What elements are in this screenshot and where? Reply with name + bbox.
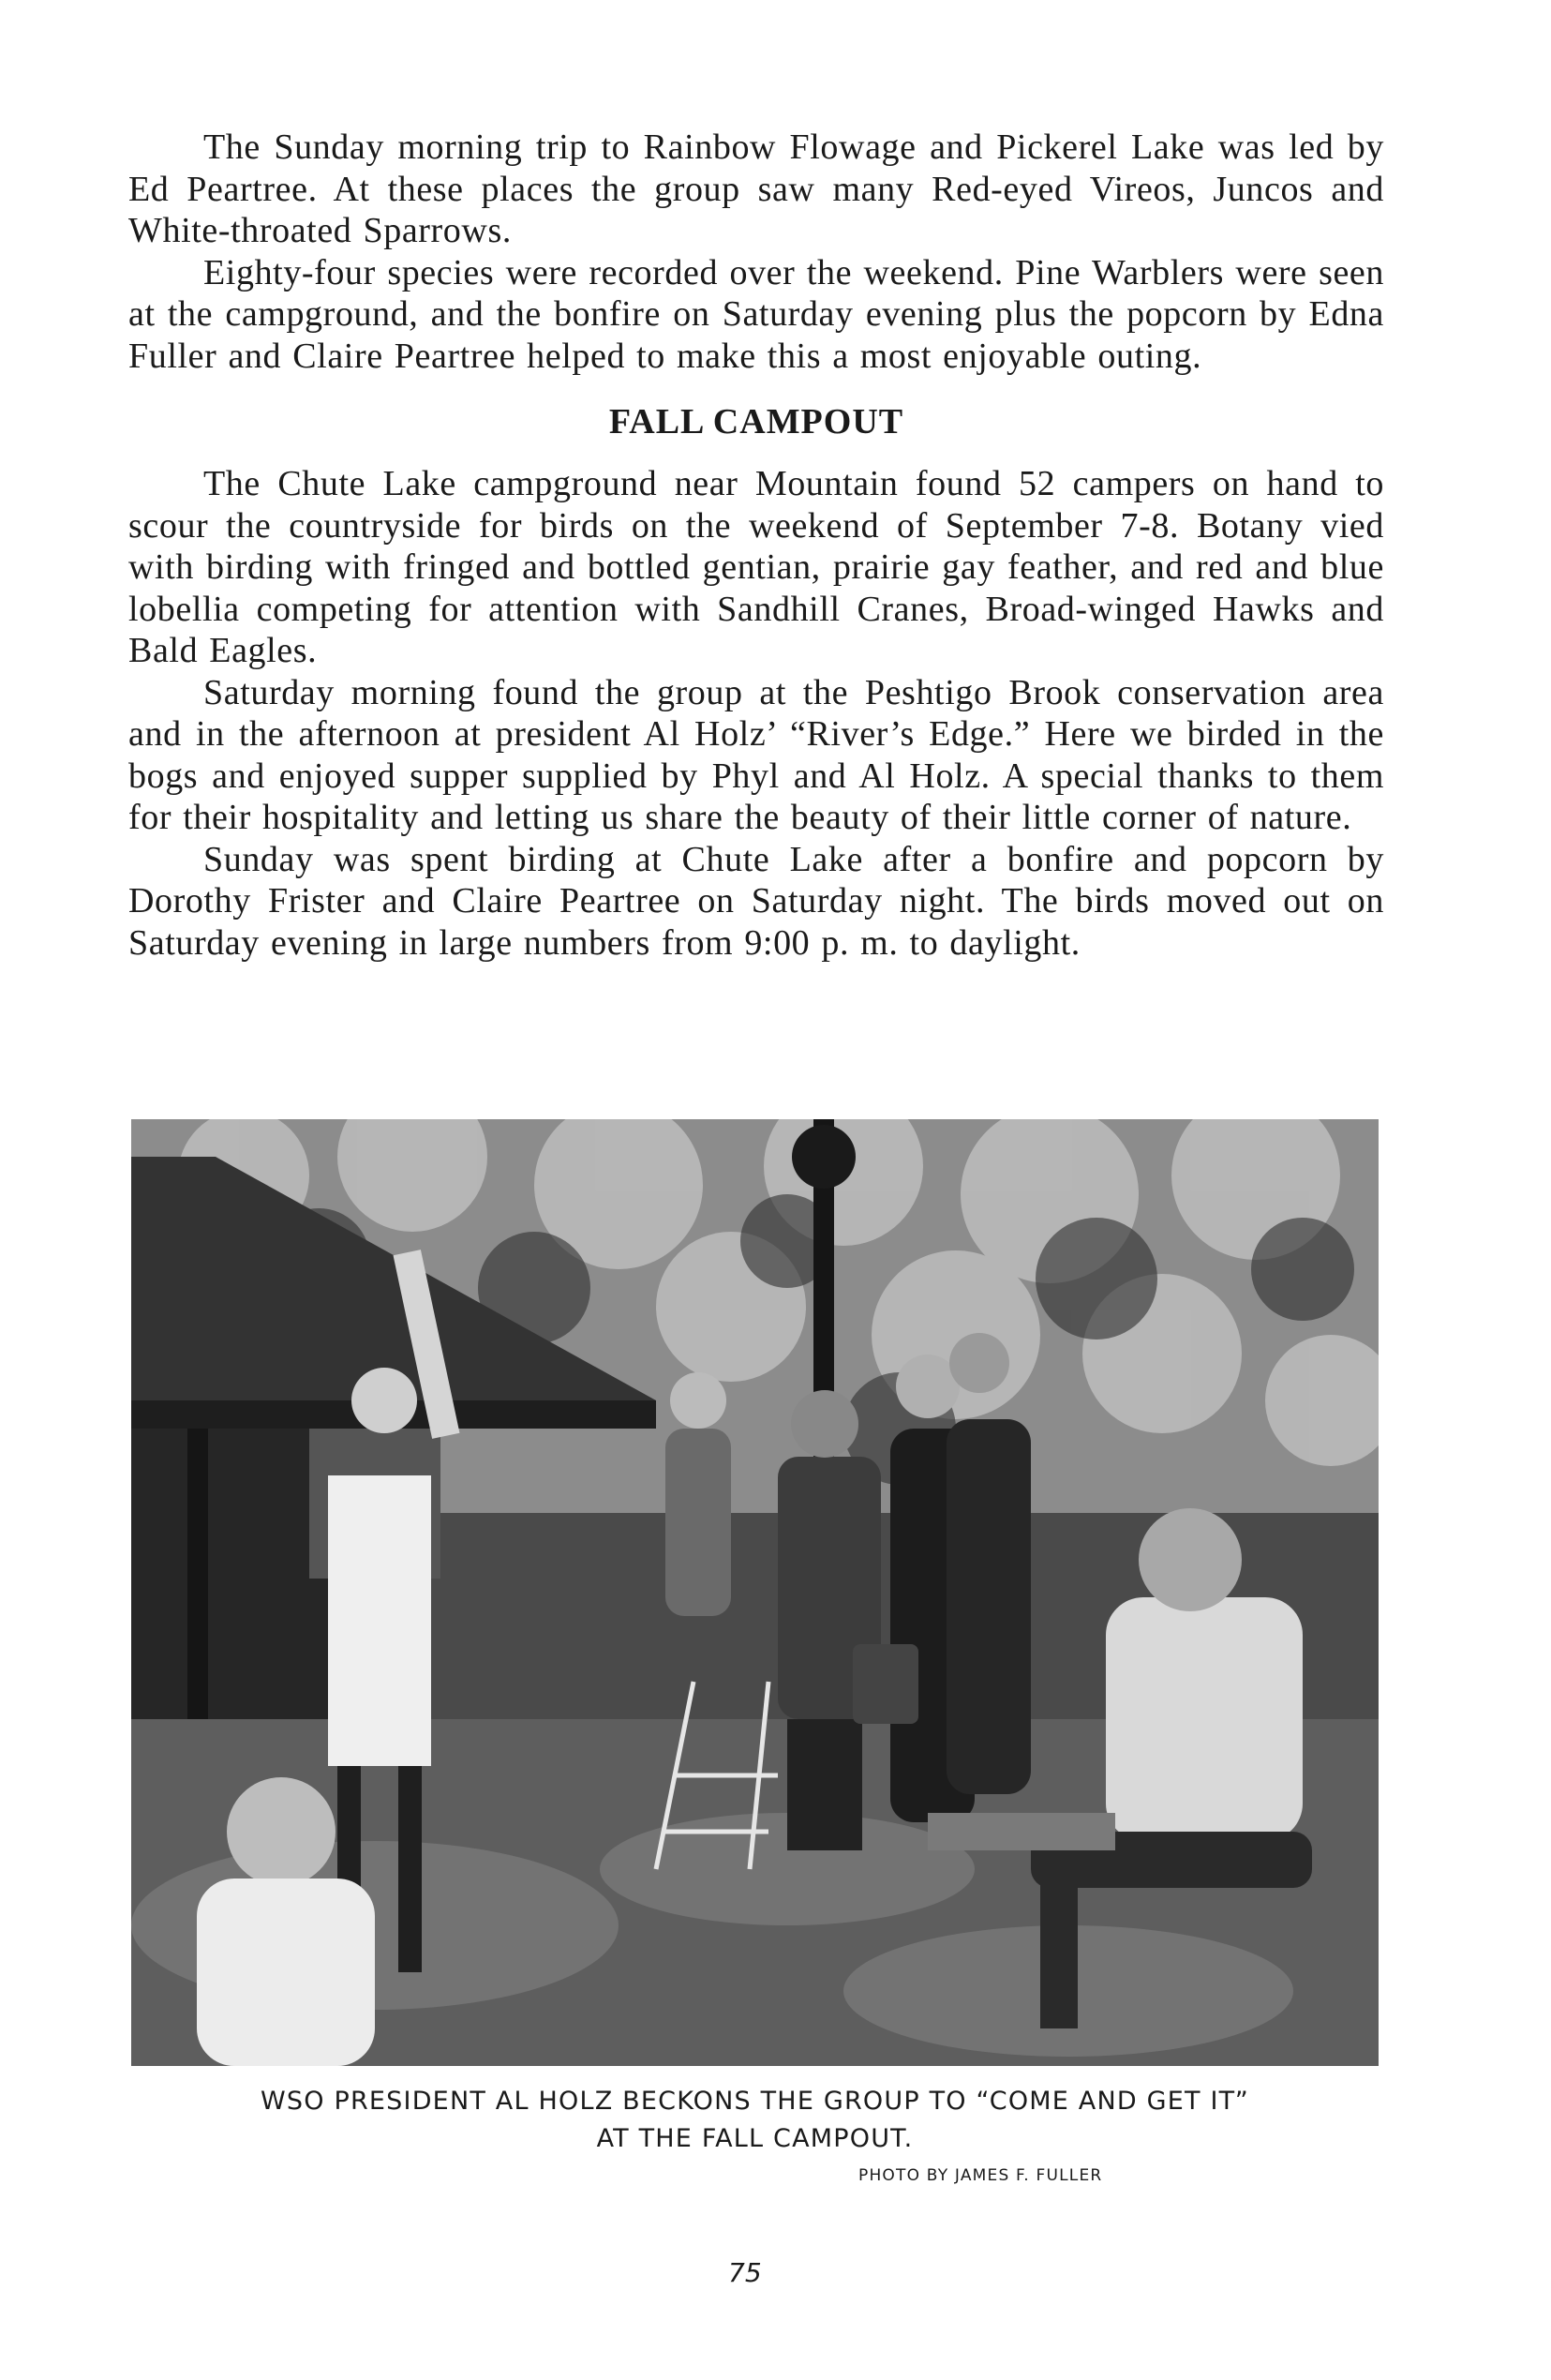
photo-caption-line-1: WSO PRESIDENT AL HOLZ BECKONS THE GROUP TO “COME AND GET IT” <box>261 2087 1249 2116</box>
paragraph-chute-lake: The Chute Lake campground near Mountain found 52 campers on hand to scour the countryside for birds on the weekend of September 7-8. Botany vied with birding with fringed and bottled gentian, prairie gay feather, and red and blue lobellia competing for attention with Sandhill Cranes, Broad-winged Hawks and Bald Eagles. <box>128 464 1384 670</box>
photo-caption <box>131 2083 1379 2158</box>
photo-credit: PHOTO BY JAMES F. FULLER <box>858 2166 1103 2185</box>
article-body <box>128 127 1384 964</box>
paragraph-sunday-trip: The Sunday morning trip to Rainbow Flowage and Pickerel Lake was led by Ed Peartree. At these places the group saw many Red-eyed Vireos, Juncos and White-throated Sparrows. <box>128 127 1384 250</box>
section-heading: FALL CAMPOUT <box>608 402 904 442</box>
paragraph-saturday-morning: Saturday morning found the group at the Peshtigo Brook conservation area and in the afternoon at president Al Holz’ “River’s Edge.” Here we birded in the bogs and enjoyed supper supplied by Phyl and Al Holz. A special thanks to them for their hospitality and letting us share the beauty of their little corner of nature. <box>128 672 1384 837</box>
campout-photo <box>131 1119 1379 2066</box>
paragraph-sunday-birding: Sunday was spent birding at Chute Lake after a bonfire and popcorn by Dorothy Frister and Claire Peartree on Saturday night. The birds moved out on Saturday evening in large numbers from 9:00 p. m. to daylight. <box>128 839 1384 963</box>
page-number: 75 <box>728 2257 762 2288</box>
paragraph-species-count: Eighty-four species were recorded over the weekend. Pine Warblers were seen at the campground, and the bonfire on Saturday evening plus the popcorn by Edna Fuller and Claire Peartree helped to make this a most enjoyable outing. <box>128 252 1384 376</box>
photo-caption-line-2: AT THE FALL CAMPOUT. <box>596 2124 914 2153</box>
